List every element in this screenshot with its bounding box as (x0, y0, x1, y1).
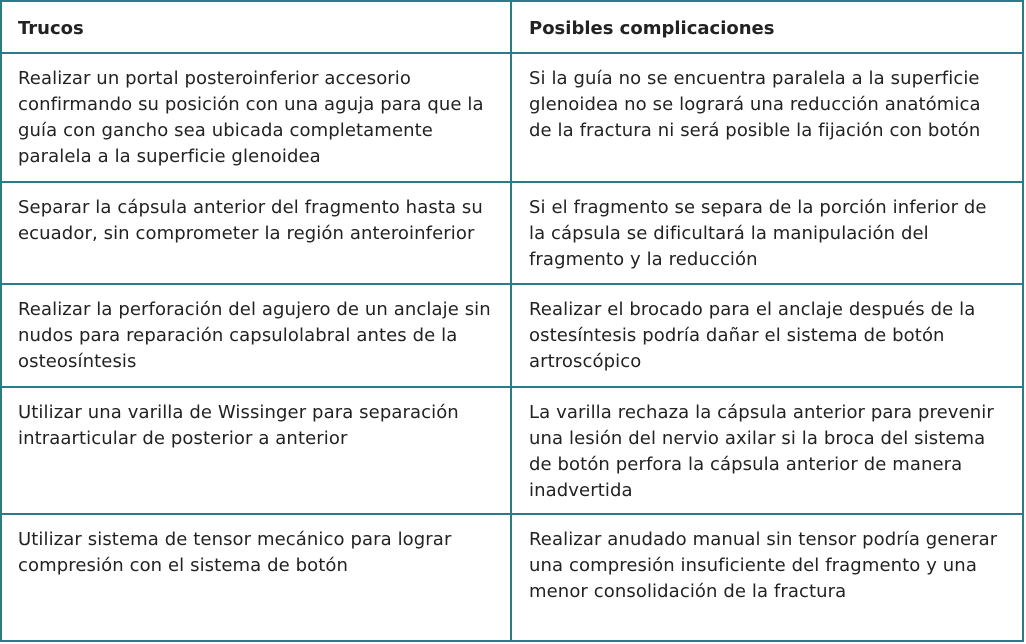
truco-cell: Realizar la perforación del agujero de un anclaje sin nudos para reparación capsulolabral antes de la osteosíntesis (2, 284, 511, 387)
table-row (2, 387, 1022, 514)
complicacion-cell: Realizar el brocado para el anclaje después de la ostesíntesis podría dañar el sistema de botón artroscópico (511, 284, 1022, 387)
table (2, 2, 1022, 642)
truco-cell: Separar la cápsula anterior del fragmento hasta su ecuador, sin comprometer la región anteroinferior (2, 182, 511, 284)
complicacion-cell: La varilla rechaza la cápsula anterior para prevenir una lesión del nervio axilar si la broca del sistema de botón perfora la cápsula anterior de manera inadvertida (511, 387, 1022, 514)
header-trucos: Trucos (2, 2, 511, 53)
table-row (2, 284, 1022, 387)
header-row (2, 2, 1022, 53)
complicacion-cell: Si el fragmento se separa de la porción inferior de la cápsula se dificultará la manipulación del fragmento y la reducción (511, 182, 1022, 284)
truco-cell: Utilizar una varilla de Wissinger para separación intraarticular de posterior a anterior (2, 387, 511, 514)
header-posibles-complicaciones: Posibles complicaciones (511, 2, 1022, 53)
table-row (2, 53, 1022, 182)
truco-cell: Utilizar sistema de tensor mecánico para lograr compresión con el sistema de botón (2, 514, 511, 642)
complicacion-cell: Si la guía no se encuentra paralela a la superficie glenoidea no se logrará una reducción anatómica de la fractura ni será posible la fijación con botón (511, 53, 1022, 182)
table-row (2, 514, 1022, 642)
table-row (2, 182, 1022, 284)
complicacion-cell: Realizar anudado manual sin tensor podría generar una compresión insuficiente del fragmento y una menor consolidación de la fractura (511, 514, 1022, 642)
truco-cell: Realizar un portal posteroinferior accesorio confirmando su posición con una aguja para que la guía con gancho sea ubicada completamente paralela a la superficie glenoidea (2, 53, 511, 182)
